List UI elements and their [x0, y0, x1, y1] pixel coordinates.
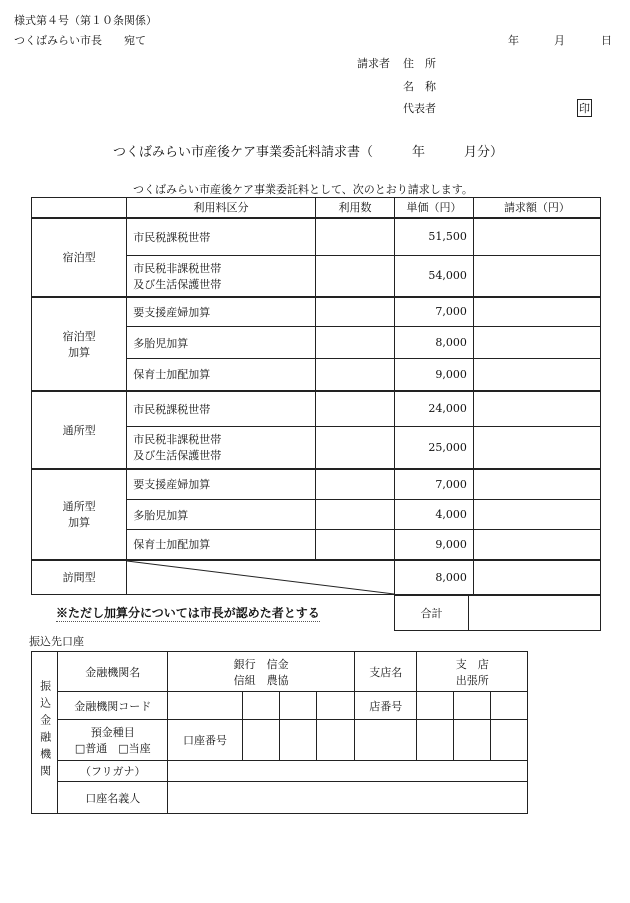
account-holder-label: 口座名義人	[58, 782, 168, 814]
amount-input[interactable]	[473, 359, 600, 391]
seal-mark: 印	[577, 99, 592, 117]
institution-name-label: 金融機関名	[58, 652, 168, 692]
furigana-label: （フリガナ）	[58, 761, 168, 782]
code-digit[interactable]	[168, 692, 242, 720]
branch-digit[interactable]	[491, 692, 528, 720]
requester-label: 請求者	[357, 57, 390, 70]
group-stay: 宿泊型	[32, 218, 127, 297]
amount-input[interactable]	[473, 391, 600, 427]
unit-price: 7,000	[395, 469, 474, 500]
code-digit[interactable]	[280, 692, 317, 720]
unit-price: 25,000	[395, 427, 474, 469]
group-daycare-addon: 通所型 加算	[32, 469, 127, 560]
header-unit-price: 単価（円）	[395, 198, 474, 218]
intro-text: つくばみらい市産後ケア事業委託料として、次のとおり請求します。	[133, 183, 473, 196]
count-input[interactable]	[315, 359, 394, 391]
group-daycare: 通所型	[32, 391, 127, 469]
document-title: つくばみらい市産後ケア事業委託料請求書（ 年 月分）	[113, 145, 504, 160]
bank-side-label: 振込金融機関	[32, 652, 58, 814]
addon-note: ※ただし加算分については市長が認めた者とする	[56, 606, 320, 620]
row-label: 市民税課税世帯	[127, 391, 316, 427]
diagonal-blank	[127, 560, 395, 595]
count-input[interactable]	[315, 530, 394, 560]
form-label: 様式第４号（第１０条関係）	[14, 14, 157, 27]
count-input[interactable]	[315, 427, 394, 469]
amount-input[interactable]	[473, 500, 600, 530]
fee-table	[31, 197, 601, 595]
date-month[interactable]: 月	[554, 34, 565, 47]
row-label: 市民税非課税世帯 及び生活保護世帯	[127, 427, 316, 469]
account-digit[interactable]	[491, 720, 528, 761]
amount-input[interactable]	[473, 256, 600, 297]
row-label: 保育士加配加算	[127, 359, 316, 391]
amount-input[interactable]	[473, 469, 600, 500]
row-label: 要支援産婦加算	[127, 469, 316, 500]
account-digit[interactable]	[317, 720, 355, 761]
count-input[interactable]	[315, 391, 394, 427]
branch-digit[interactable]	[454, 692, 491, 720]
amount-input[interactable]	[473, 218, 600, 256]
row-label: 要支援産婦加算	[127, 297, 316, 327]
bank-table	[31, 651, 528, 814]
account-holder-input[interactable]	[168, 782, 528, 814]
unit-price: 9,000	[395, 359, 474, 391]
account-digit[interactable]	[454, 720, 491, 761]
count-input[interactable]	[315, 469, 394, 500]
unit-price: 8,000	[395, 560, 474, 595]
unit-price: 9,000	[395, 530, 474, 560]
diagonal-line	[127, 561, 394, 594]
group-visit: 訪問型	[32, 560, 127, 595]
amount-input[interactable]	[473, 327, 600, 359]
amount-input[interactable]	[473, 297, 600, 327]
count-input[interactable]	[315, 297, 394, 327]
header-spacer	[32, 198, 127, 218]
institution-code-label: 金融機関コード	[58, 692, 168, 720]
count-input[interactable]	[315, 327, 394, 359]
count-input[interactable]	[315, 500, 394, 530]
unit-price: 7,000	[395, 297, 474, 327]
header-amount: 請求額（円）	[473, 198, 600, 218]
furigana-input[interactable]	[168, 761, 528, 782]
account-number-label: 口座番号	[168, 720, 242, 761]
code-digit[interactable]	[317, 692, 355, 720]
amount-input[interactable]	[473, 530, 600, 560]
code-digit[interactable]	[242, 692, 280, 720]
count-input[interactable]	[315, 218, 394, 256]
date-year[interactable]: 年	[508, 34, 519, 47]
branch-digit[interactable]	[417, 692, 454, 720]
unit-price: 24,000	[395, 391, 474, 427]
total-amount-input[interactable]	[469, 596, 601, 631]
unit-price: 8,000	[395, 327, 474, 359]
branch-name-label: 支店名	[354, 652, 416, 692]
branch-name-input[interactable]: 支 店 出張所	[417, 652, 528, 692]
amount-input[interactable]	[473, 560, 600, 595]
unit-price: 51,500	[395, 218, 474, 256]
group-stay-addon: 宿泊型 加算	[32, 297, 127, 391]
total-table	[394, 595, 601, 631]
amount-input[interactable]	[473, 427, 600, 469]
unit-price: 4,000	[395, 500, 474, 530]
requester-representative-label: 代表者	[403, 102, 436, 115]
requester-address-label: 住 所	[403, 57, 436, 70]
row-label: 保育士加配加算	[127, 530, 316, 560]
row-label: 多胎児加算	[127, 327, 316, 359]
institution-name-input[interactable]: 銀行 信金 信組 農協	[168, 652, 355, 692]
header-count: 利用数	[315, 198, 394, 218]
account-digit[interactable]	[354, 720, 416, 761]
account-digit[interactable]	[242, 720, 280, 761]
date-day[interactable]: 日	[601, 34, 612, 47]
branch-number-label: 店番号	[354, 692, 416, 720]
header-category: 利用料区分	[127, 198, 316, 218]
bank-section-label: 振込先口座	[29, 635, 84, 648]
unit-price: 54,000	[395, 256, 474, 297]
total-label: 合計	[395, 596, 469, 631]
count-input[interactable]	[315, 256, 394, 297]
account-digit[interactable]	[280, 720, 317, 761]
account-digit[interactable]	[417, 720, 454, 761]
addressee: つくばみらい市長 宛て	[14, 34, 146, 47]
deposit-type[interactable]: 預金種目 □普通 □当座	[58, 720, 168, 761]
requester-name-label: 名 称	[403, 80, 436, 93]
row-label: 市民税非課税世帯 及び生活保護世帯	[127, 256, 316, 297]
row-label: 市民税課税世帯	[127, 218, 316, 256]
row-label: 多胎児加算	[127, 500, 316, 530]
